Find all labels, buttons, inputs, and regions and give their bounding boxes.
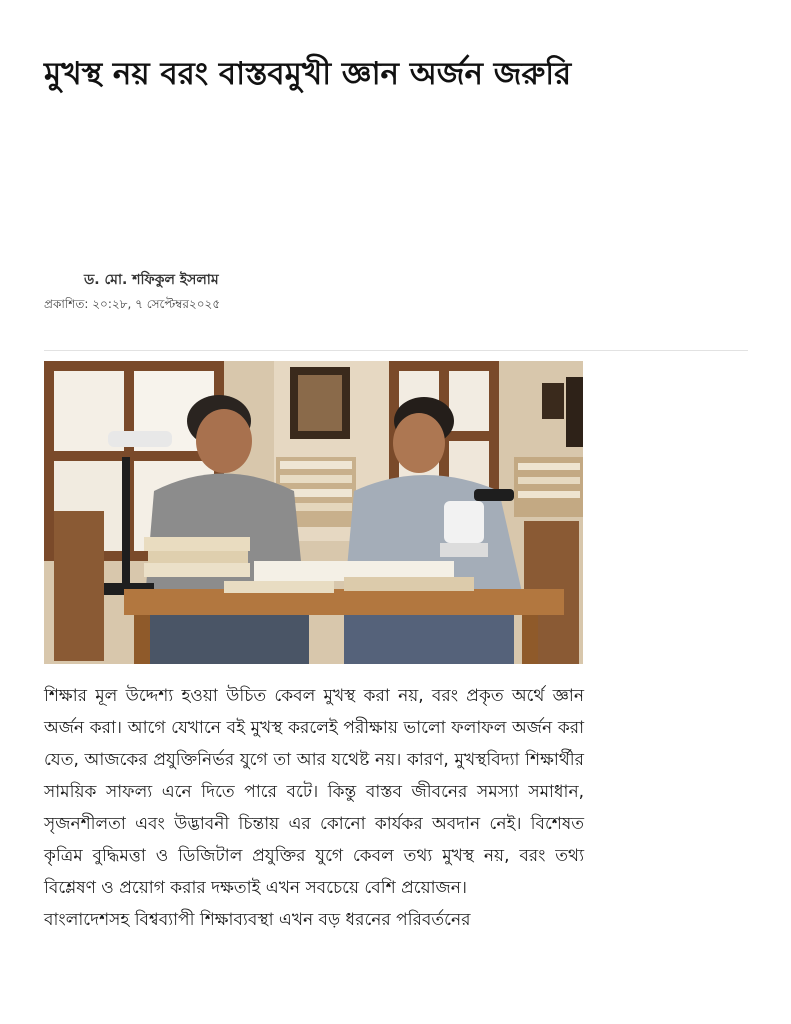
article-body (44, 680, 584, 936)
header-divider (44, 350, 748, 351)
article-headline: মুখস্থ নয় বরং বাস্তবমুখী জ্ঞান অর্জন জরুরি (44, 56, 572, 92)
article-paragraph: বাংলাদেশসহ বিশ্বব্যাপী শিক্ষাব্যবস্থা এখন বড় ধরনের পরিবর্তনের (44, 910, 471, 930)
article-paragraph: শিক্ষার মূল উদ্দেশ্য হওয়া উচিত কেবল মুখস্থ করা নয়, বরং প্রকৃত অর্থে জ্ঞান অর্জন করা। আগে যেখানে বই মুখস্থ করলেই পরীক্ষায় ভালো ফলাফল অর্জন করা যেত, আজকের প্রযুক্তিনির্ভর যুগে তা আর যথেষ্ট নয়। কারণ, মুখস্থবিদ্যা শিক্ষার্থীর সাময়িক সাফল্য এনে দিতে পারে বটে। কিন্তু বাস্তব জীবনের সমস্যা সমাধান, সৃজনশীলতা এবং উদ্ভাবনী চিন্তায় এর কোনো কার্যকর অবদান নেই। বিশেষত কৃত্রিম বুদ্ধিমত্তা ও ডিজিটাল প্রযুক্তির যুগে কেবল তথ্য মুখস্থ নয়, বরং তথ্য বিশ্লেষণ ও প্রয়োগ করার দক্ষতাই এখন সবচেয়ে বেশি প্রয়োজন। (44, 686, 584, 898)
publish-timestamp: প্রকাশিত: ২০:২৮, ৭ সেপ্টেম্বর২০২৫ (44, 297, 221, 311)
article-photo (44, 361, 583, 664)
author-name[interactable]: ড. মো. শফিকুল ইসলাম (84, 272, 219, 288)
